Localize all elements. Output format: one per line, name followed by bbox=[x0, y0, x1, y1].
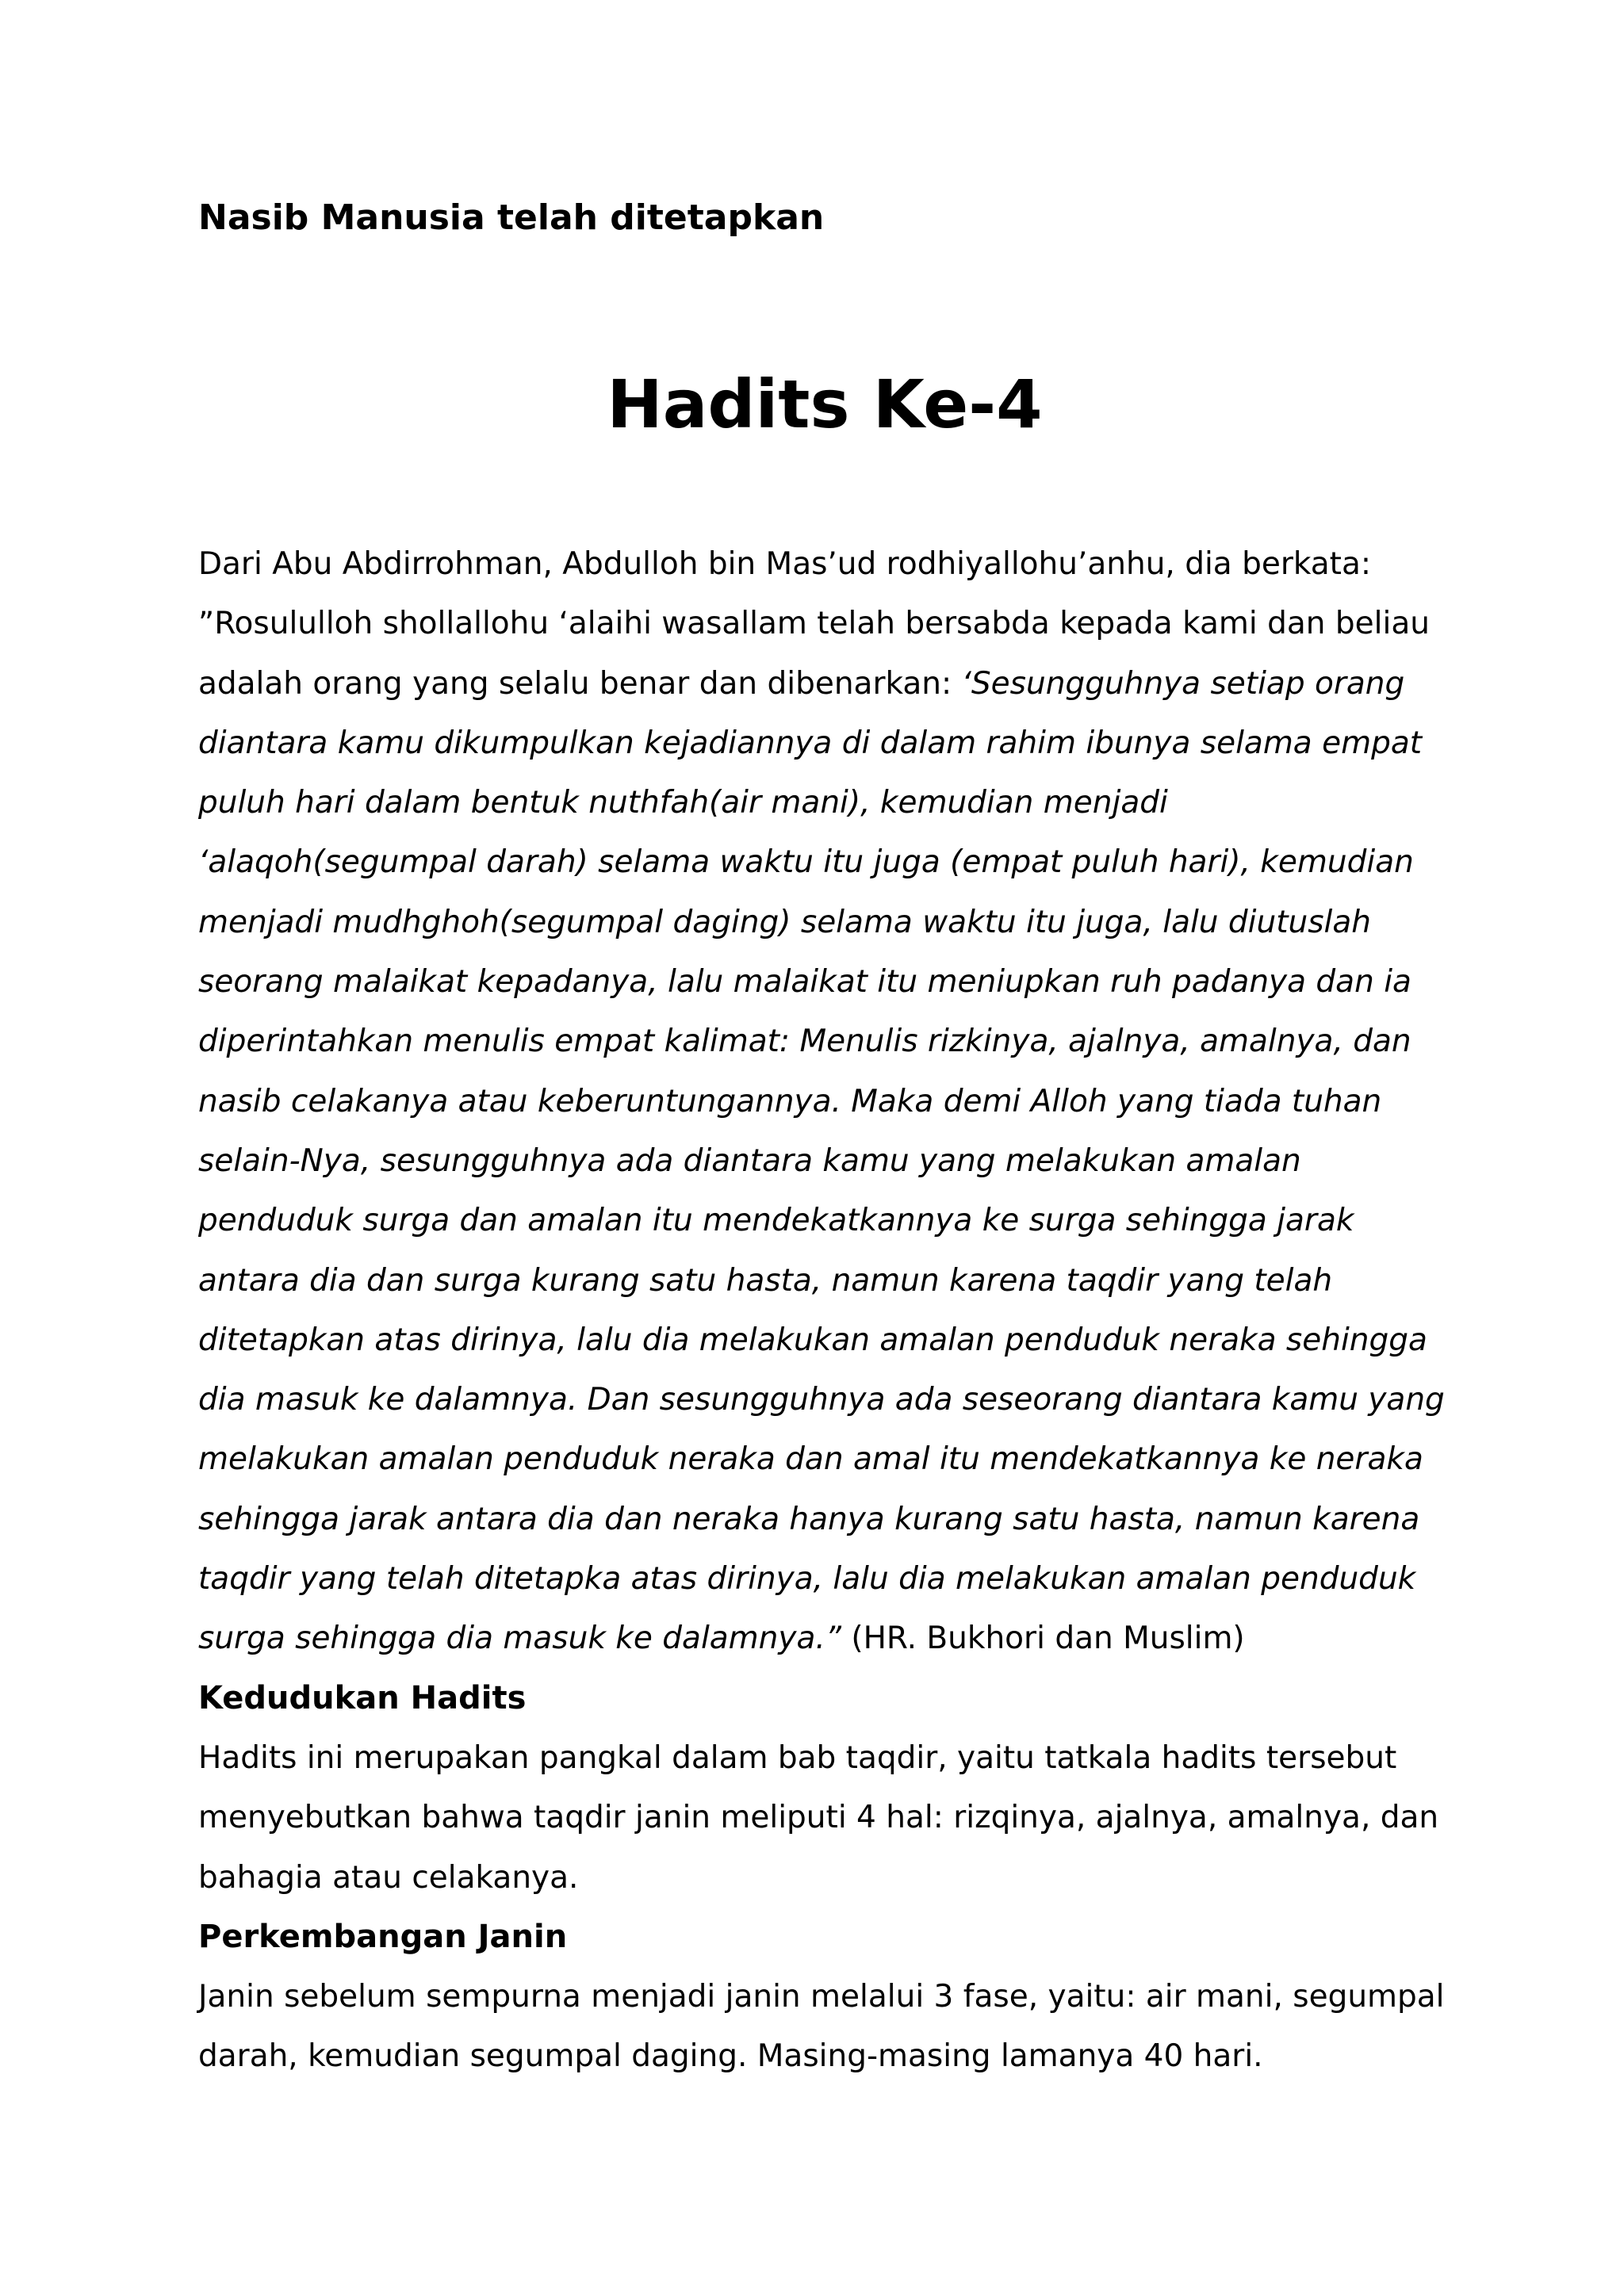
section-heading-kedudukan: Kedudukan Hadits bbox=[198, 1679, 527, 1716]
section-heading-perkembangan: Perkembangan Janin bbox=[198, 1918, 568, 1955]
hadith-paragraph bbox=[198, 534, 1451, 1669]
hadith-text: ‘Sesungguhnya setiap orang diantara kamu dikumpulkan kejadiannya di dalam rahim ibunya selama empat puluh hari dalam bentuk nuthfah(air mani), kemudian menjadi ‘alaqoh(segumpal darah) selama waktu itu juga (empat puluh hari), kemudian menjadi mudhghoh(segumpal daging) selama waktu itu juga, lalu diutuslah seorang malaikat kepadanya, lalu malaikat itu meniupkan ruh padanya dan ia diperintahkan menulis empat kalimat: Menulis rizkinya, ajalnya, amalnya, dan nasib celakanya atau keberuntungannya. Maka demi Alloh yang tiada tuhan selain-Nya, sesungguhnya ada diantara kamu yang melakukan amalan penduduk surga dan amalan itu mendekatkannya ke surga sehingga jarak antara dia dan surga kurang satu hasta, namun karena taqdir yang telah ditetapkan atas dirinya, lalu dia melakukan amalan penduduk neraka sehingga dia masuk ke dalamnya. Dan sesungguhnya ada seseorang diantara kamu yang melakukan amalan penduduk neraka dan amal itu mendekatkannya ke neraka sehingga jarak antara dia dan neraka hanya kurang satu hasta, namun karena taqdir yang telah ditetapka atas dirinya, lalu dia melakukan amalan penduduk surga sehingga dia masuk ke dalamnya.” bbox=[198, 665, 1445, 1657]
narration-intro: Dari Abu Abdirrohman, Abdulloh bin Mas’ud rodhiyallohu’anhu, dia berkata: ”Rosululloh shollallohu ‘alaihi wasallam telah bersabda kepada kami dan beliau adalah orang yang selalu benar dan dibenarkan: bbox=[198, 546, 1430, 702]
document-title: Hadits Ke-4 bbox=[607, 365, 1043, 443]
document-body bbox=[198, 534, 1451, 2087]
document-subtitle: Nasib Manusia telah ditetapkan bbox=[198, 197, 825, 238]
section-text-kedudukan: Hadits ini merupakan pangkal dalam bab taqdir, yaitu tatkala hadits tersebut menyebutkan bahwa taqdir janin meliputi 4 hal: rizqinya, ajalnya, amalnya, dan bahagia atau celakanya. bbox=[198, 1739, 1439, 1896]
hadith-source: (HR. Bukhori dan Muslim) bbox=[841, 1621, 1245, 1657]
section-text-perkembangan: Janin sebelum sempurna menjadi janin melalui 3 fase, yaitu: air mani, segumpal darah, kemudian segumpal daging. Masing-masing lamanya 40 hari. bbox=[198, 1979, 1445, 2075]
